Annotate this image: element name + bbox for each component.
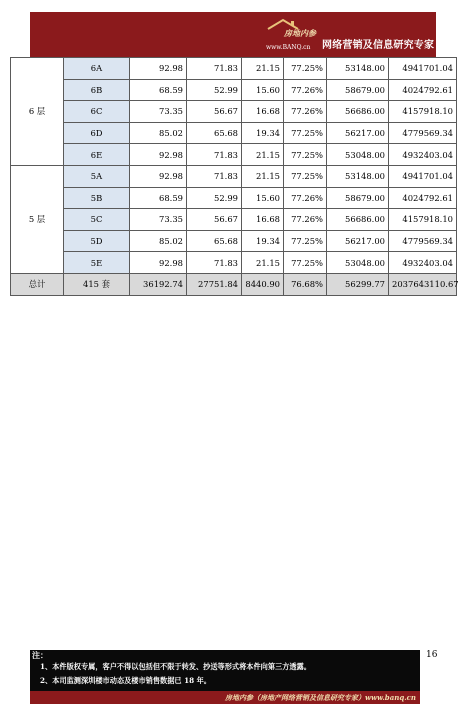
- value-cell: 15.60: [242, 79, 284, 101]
- value-cell: 77.25%: [284, 122, 327, 144]
- value-cell: 52.99: [187, 79, 242, 101]
- table-row: [11, 209, 457, 231]
- value-cell: 19.34: [242, 230, 284, 252]
- value-cell: 92.98: [130, 144, 187, 166]
- value-cell: 52.99: [187, 187, 242, 209]
- total-cell: 56299.77: [327, 273, 389, 295]
- floor-cell: 5 层: [11, 165, 64, 273]
- value-cell: 77.26%: [284, 79, 327, 101]
- value-cell: 21.15: [242, 165, 284, 187]
- value-cell: 16.68: [242, 101, 284, 123]
- unit-cell: 6D: [64, 122, 130, 144]
- unit-cell: 6B: [64, 79, 130, 101]
- logo-text: 房地内参: [284, 28, 316, 38]
- value-cell: 15.60: [242, 187, 284, 209]
- value-cell: 92.98: [130, 58, 187, 80]
- value-cell: 77.26%: [284, 101, 327, 123]
- floor-cell: 6 层: [11, 58, 64, 166]
- value-cell: 77.25%: [284, 230, 327, 252]
- value-cell: 19.34: [242, 122, 284, 144]
- value-cell: 53148.00: [327, 58, 389, 80]
- value-cell: 56686.00: [327, 209, 389, 231]
- value-cell: 56.67: [187, 101, 242, 123]
- value-cell: 4779569.34: [389, 122, 457, 144]
- value-cell: 21.15: [242, 252, 284, 274]
- table-row: [11, 144, 457, 166]
- value-cell: 58679.00: [327, 79, 389, 101]
- value-cell: 4932403.04: [389, 252, 457, 274]
- value-cell: 58679.00: [327, 187, 389, 209]
- table-row: [11, 79, 457, 101]
- value-cell: 85.02: [130, 230, 187, 252]
- unit-cell: 6A: [64, 58, 130, 80]
- total-cell: 8440.90: [242, 273, 284, 295]
- table-row: [11, 252, 457, 274]
- value-cell: 65.68: [187, 230, 242, 252]
- value-cell: 53148.00: [327, 165, 389, 187]
- value-cell: 4157918.10: [389, 101, 457, 123]
- footer-brand-text: 房地内参（房地产网络营销及信息研究专家）www.banq.cn: [224, 693, 416, 702]
- value-cell: 4024792.61: [389, 187, 457, 209]
- total-cell: 76.68%: [284, 273, 327, 295]
- value-cell: 77.25%: [284, 58, 327, 80]
- value-cell: 4932403.04: [389, 144, 457, 166]
- value-cell: 73.35: [130, 101, 187, 123]
- note-monitoring: 2、本司监测深圳楼市动态及楼市销售数据已 18 年。: [40, 676, 211, 685]
- value-cell: 77.26%: [284, 209, 327, 231]
- footer-bar: [30, 691, 420, 704]
- value-cell: 65.68: [187, 122, 242, 144]
- value-cell: 73.35: [130, 209, 187, 231]
- value-cell: 71.83: [187, 165, 242, 187]
- table-body: [11, 58, 457, 296]
- value-cell: 56686.00: [327, 101, 389, 123]
- value-cell: 92.98: [130, 165, 187, 187]
- value-cell: 4157918.10: [389, 209, 457, 231]
- value-cell: 71.83: [187, 252, 242, 274]
- table-row: [11, 58, 457, 80]
- table-row: [11, 122, 457, 144]
- header-slogan: 网络营销及信息研究专家: [322, 40, 435, 51]
- value-cell: 77.26%: [284, 187, 327, 209]
- value-cell: 53048.00: [327, 144, 389, 166]
- total-cell: 36192.74: [130, 273, 187, 295]
- header-banner: [30, 12, 436, 57]
- value-cell: 4779569.34: [389, 230, 457, 252]
- note-copyright: 1、本件版权专属，客户不得以包括但不限于转发、抄送等形式将本件向第三方透露。: [40, 662, 311, 671]
- total-cell: 27751.84: [187, 273, 242, 295]
- value-cell: 68.59: [130, 79, 187, 101]
- unit-cell: 6C: [64, 101, 130, 123]
- value-cell: 85.02: [130, 122, 187, 144]
- table-row: [11, 101, 457, 123]
- value-cell: 21.15: [242, 58, 284, 80]
- value-cell: 77.25%: [284, 144, 327, 166]
- total-row: [11, 273, 457, 295]
- unit-cell: 5C: [64, 209, 130, 231]
- value-cell: 71.83: [187, 144, 242, 166]
- value-cell: 56.67: [187, 209, 242, 231]
- total-cell: 415 套: [64, 273, 130, 295]
- unit-cell: 5E: [64, 252, 130, 274]
- value-cell: 21.15: [242, 144, 284, 166]
- table-row: [11, 230, 457, 252]
- total-cell: 总计: [11, 273, 64, 295]
- note-heading: 注：: [32, 650, 48, 660]
- value-cell: 53048.00: [327, 252, 389, 274]
- table-row: [11, 165, 457, 187]
- unit-cell: 5A: [64, 165, 130, 187]
- unit-sales-table: [10, 57, 457, 296]
- value-cell: 4941701.04: [389, 165, 457, 187]
- logo-url: www.BANQ.cn: [266, 44, 311, 51]
- unit-cell: 6E: [64, 144, 130, 166]
- value-cell: 16.68: [242, 209, 284, 231]
- value-cell: 77.25%: [284, 165, 327, 187]
- value-cell: 56217.00: [327, 230, 389, 252]
- value-cell: 92.98: [130, 252, 187, 274]
- value-cell: 4024792.61: [389, 79, 457, 101]
- value-cell: 71.83: [187, 58, 242, 80]
- value-cell: 77.25%: [284, 252, 327, 274]
- value-cell: 68.59: [130, 187, 187, 209]
- value-cell: 4941701.04: [389, 58, 457, 80]
- unit-cell: 5D: [64, 230, 130, 252]
- table-row: [11, 187, 457, 209]
- footer-notes: [30, 650, 420, 704]
- value-cell: 56217.00: [327, 122, 389, 144]
- unit-cell: 5B: [64, 187, 130, 209]
- page-number: 16: [426, 650, 438, 660]
- total-cell: 2037643110.67: [389, 273, 457, 295]
